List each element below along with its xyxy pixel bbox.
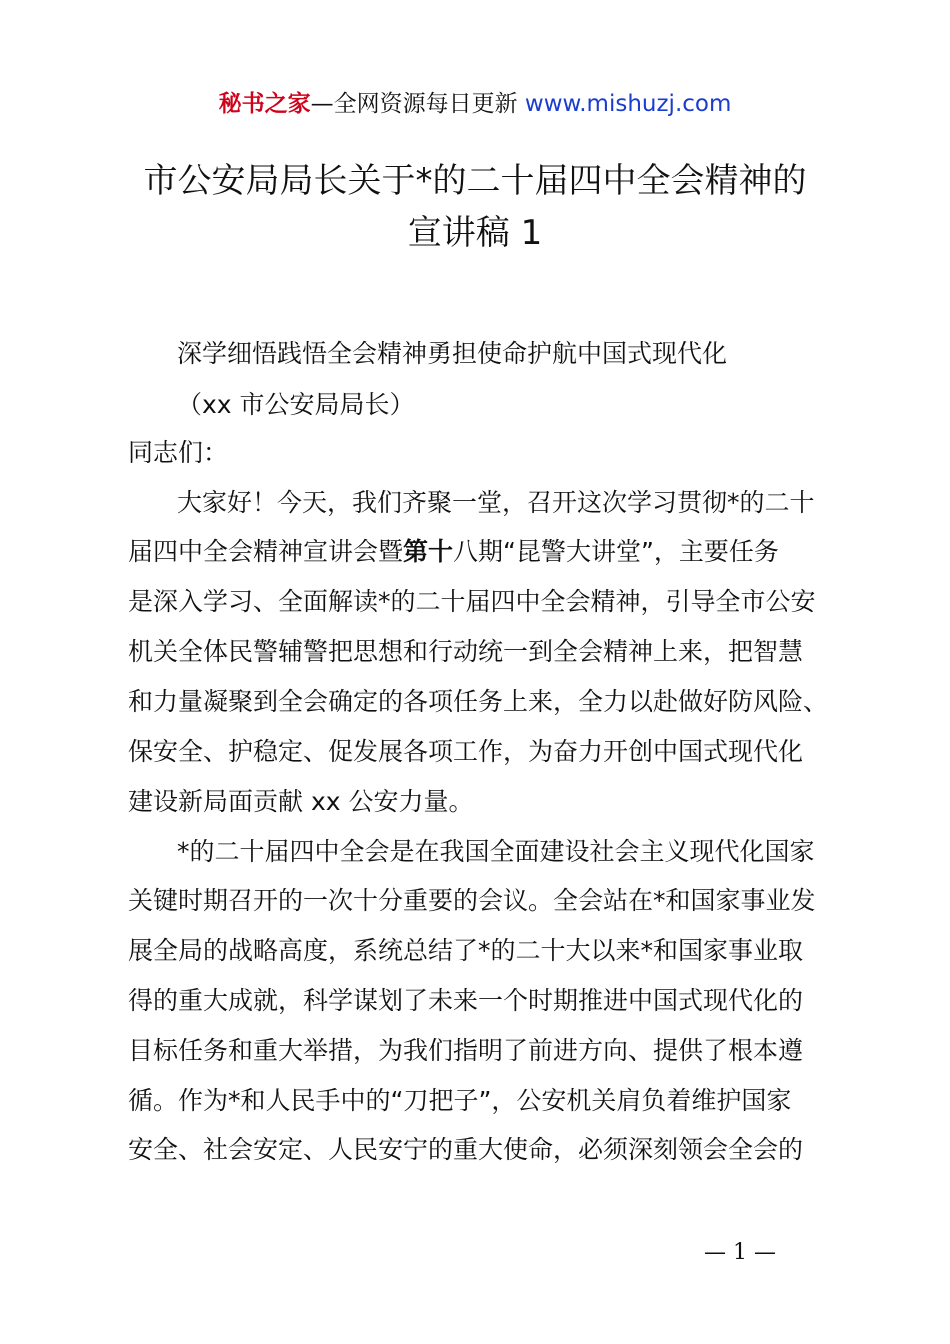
paragraph-2-line-2: 关键时期召开的一次十分重要的会议。全会站在*和国家事业发 <box>128 886 816 915</box>
paragraph-2-line-4: 得的重大成就，科学谋划了未来一个时期推进中国式现代化的 <box>128 986 804 1015</box>
paragraph-1-line-2-part-b: 八期“昆警大讲堂”，主要任务 <box>453 537 779 566</box>
document-title-line-1: 市公安局局长关于*的二十届四中全会精神的 <box>143 161 807 201</box>
site-header <box>0 86 950 122</box>
site-slogan: —全网资源每日更新 <box>310 91 525 117</box>
speech-subtitle: 深学细悟践悟全会精神勇担使命护航中国式现代化 <box>177 339 728 368</box>
paragraph-2-line-7: 安全、社会安定、人民安宁的重大使命，必须深刻领会全会的 <box>128 1135 804 1164</box>
paragraph-2-line-5: 目标任务和重大举措，为我们指明了前进方向、提供了根本遵 <box>128 1036 804 1065</box>
paragraph-1-line-5: 和力量凝聚到全会确定的各项任务上来，全力以赴做好防风险、 <box>128 687 829 716</box>
document-title-line-2: 宣讲稿 1 <box>407 213 543 253</box>
site-url-link[interactable]: www.mishuzj.com <box>524 91 732 117</box>
speaker-attribution: （xx 市公安局局长） <box>177 390 415 419</box>
paragraph-1-line-3: 是深入学习、全面解读*的二十届四中全会精神，引导全市公安 <box>128 587 816 616</box>
paragraph-1-line-4: 机关全体民警辅警把思想和行动统一到全会精神上来，把智慧 <box>128 637 804 666</box>
paragraph-1-line-2-part-a: 届四中全会精神宣讲会暨 <box>128 537 404 566</box>
paragraph-1-line-7: 建设新局面贡献 xx 公安力量。 <box>128 787 474 816</box>
page-number: — 1 — <box>704 1240 776 1265</box>
salutation: 同志们： <box>128 438 229 467</box>
site-brand: 秘书之家 <box>218 91 311 117</box>
paragraph-2-line-6: 循。作为*和人民手中的“刀把子”，公安机关肩负着维护国家 <box>128 1086 792 1115</box>
document-title <box>0 158 950 262</box>
paragraph-2-line-1: *的二十届四中全会是在我国全面建设社会主义现代化国家 <box>177 837 815 866</box>
paragraph-1-line-6: 保安全、护稳定、促发展各项工作，为奋力开创中国式现代化 <box>128 737 804 766</box>
paragraph-2-line-3: 展全局的战略高度，系统总结了*的二十大以来*和国家事业取 <box>128 936 804 965</box>
paragraph-1-line-2 <box>128 533 779 571</box>
paragraph-1-line-1: 大家好！今天，我们齐聚一堂，召开这次学习贯彻*的二十 <box>177 488 815 517</box>
paragraph-1-line-2-bold: 第十 <box>403 537 454 566</box>
